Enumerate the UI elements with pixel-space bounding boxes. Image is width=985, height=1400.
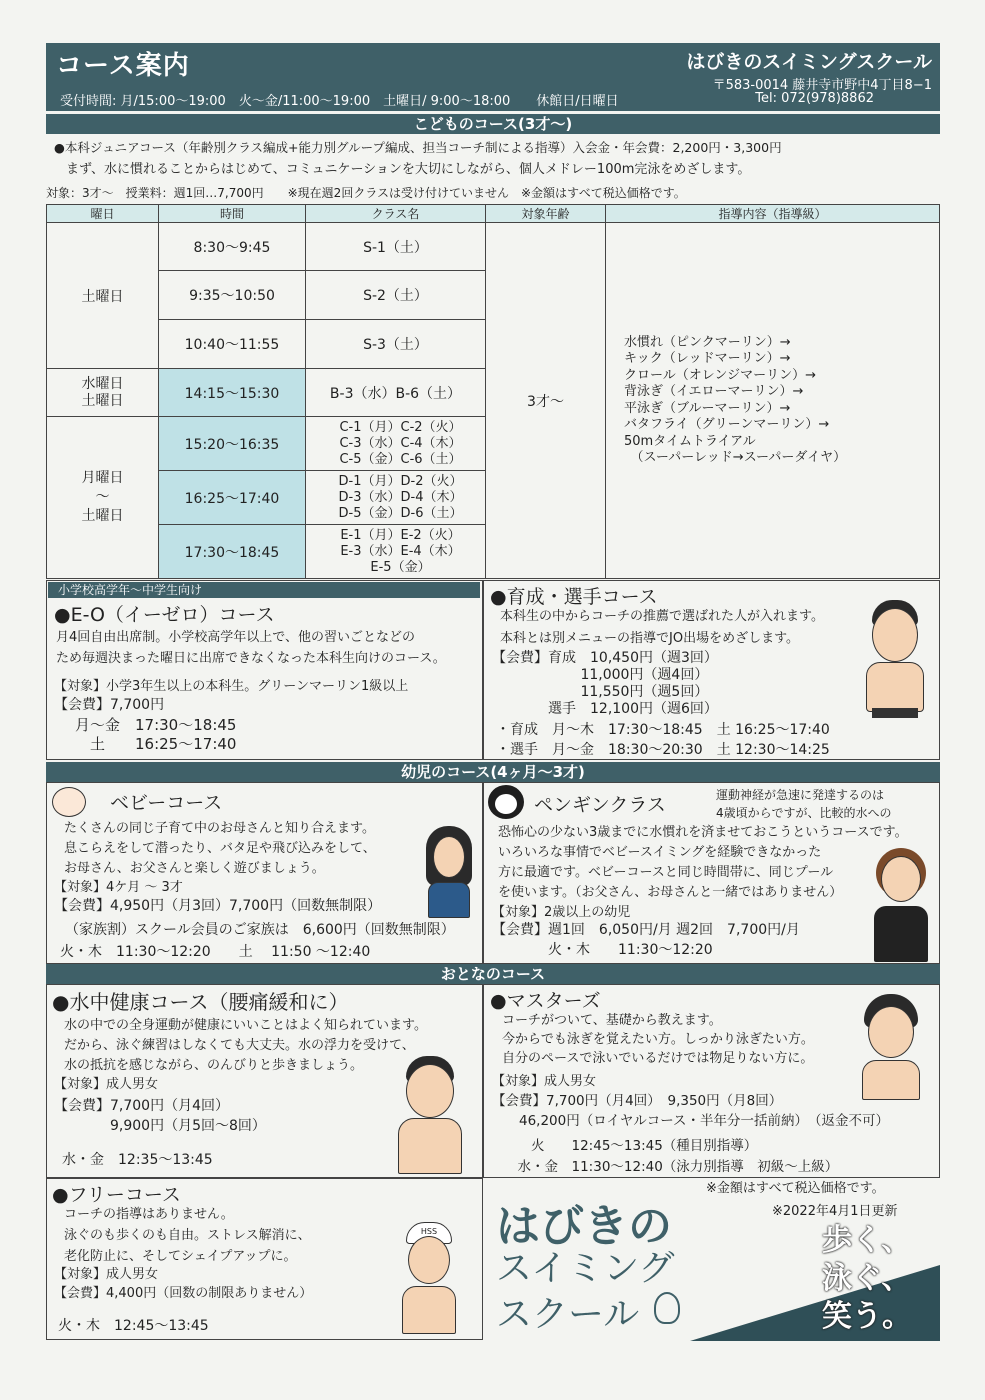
- e0-course-target: 【対象】小学3年生以上の本科生。グリーンマーリン1級以上: [54, 679, 409, 694]
- coach-illustration: [862, 600, 932, 720]
- masters-course-schedule: 火 12:45〜13:45（種目別指導） 水・金 11:30〜12:40（泳力別指導 初級〜上級）: [517, 1138, 839, 1175]
- penguin-class-note: 運動神経が急速に発達するのは 4歳頃からですが、比較的水への: [716, 788, 892, 820]
- penguin-class-desc: 恐怖心の少ない3歳までに水慣れを済ませておこうというコースです。 いろいろな事情でベビースイミングを経験できなかった 方に最適です。ベビーコースと同じ時間帯に、同じプール を使います。（お父さん、お母さんと一緒ではありません）: [498, 825, 908, 900]
- penguin-class-fee: 【会費】週1回 6,050円/月 週2回 7,700円/月: [492, 922, 800, 938]
- e0-course-desc: 月4回自由出席制。小学校高学年以上で、他の習いごとなどの ため毎週決まった曜日に出席できなくなった本科生向けのコース。: [56, 630, 446, 666]
- brand-line-2: スイミング: [496, 1248, 675, 1289]
- kids-course-band: こどものコース(3才〜): [46, 114, 940, 134]
- time-cell: 16:25〜17:40: [159, 471, 306, 525]
- class-cell: S-2（土）: [306, 271, 486, 320]
- penguin-class-schedule: 火・木 11:30〜12:20: [548, 942, 713, 958]
- telephone: Tel: 072(978)8862: [755, 91, 874, 106]
- age-cell: 3才〜: [486, 223, 606, 579]
- penguin-class-title: ペンギンクラス: [534, 794, 666, 816]
- masters-course-fee: 【会費】7,700円（月4回） 9,350円（月8回） 46,200円（ロイヤルコース・半年分一括前納） （返金不可）: [492, 1093, 890, 1129]
- slogan: 歩く、 泳ぐ、 笑う。: [822, 1223, 912, 1334]
- content-cell: 水慣れ（ピンクマーリン）→ キック（レッドマーリン）→ クロール（オレンジマーリン）→ 背泳ぎ（イエローマーリン）→ 平泳ぎ（ブルーマーリン）→ バタフライ（グリーンマーリン）→ 50mタイムトライアル （スーパーレッド→スーパーダイヤ）: [606, 223, 940, 579]
- health-course-desc: 水の中での全身運動が健康にいいことはよく知られています。 だから、泳ぐ練習はしなくても大丈夫。水の浮力を受けて、 水の抵抗を感じながら、のんびりと歩きましょう。: [64, 1018, 427, 1073]
- time-cell: 9:35〜10:50: [159, 271, 306, 320]
- junior-course-title: ●本科ジュニアコース（年齢別クラス編成+能力別グループ編成、担当コーチ制による指導）入会金・年会費：2,200円・3,300円: [54, 140, 782, 155]
- instructor-illustration: [872, 848, 930, 962]
- swimmer-illustration: [400, 1222, 458, 1334]
- update-note: ※2022年4月1日更新: [772, 1204, 898, 1219]
- man-illustration: [392, 1056, 464, 1174]
- class-cell: S-3（土）: [306, 320, 486, 369]
- baby-icon: [52, 787, 86, 817]
- address: 〒583-0014 藤井寺市野中4丁目8−1: [712, 78, 932, 93]
- baby-course-desc: たくさんの同じ子育て中のお母さんと知り合えます。 息こらえをして潜ったり、バタ足や飛び込みをして、 お母さん、お父さんと楽しく遊びましょう。: [64, 821, 376, 876]
- masters-course-target: 【対象】成人男女: [492, 1074, 597, 1089]
- class-cell: E-1（月）E-2（火） E-3（水）E-4（木） E-5（金）: [306, 525, 486, 579]
- page-title: コース案内: [56, 51, 190, 81]
- masters-coach-illustration: [860, 994, 922, 1100]
- class-cell: D-1（月）D-2（火） D-3（水）D-4（木） D-5（金）D-6（土）: [306, 471, 486, 525]
- junior-course-target: 対象：3才〜 授業料：週1回…7,700円 ※現在週2回クラスは受け付けていません ※金額はすべて税込価格です。: [46, 186, 686, 200]
- col-header-day: 曜日: [47, 205, 159, 223]
- penguin-class-target: 【対象】2歳以上の幼児: [492, 905, 631, 920]
- col-header-time: 時間: [159, 205, 306, 223]
- duck-icon: [654, 1292, 680, 1324]
- e0-target-tag: 小学校高学年〜中学生向け: [48, 582, 480, 598]
- swim-cap: HSS: [406, 1222, 452, 1244]
- col-header-class: クラス名: [306, 205, 486, 223]
- day-cell: 水曜日 土曜日: [47, 369, 159, 417]
- free-course-schedule: 火・木 12:45〜13:45: [58, 1318, 209, 1334]
- time-cell: 17:30〜18:45: [159, 525, 306, 579]
- col-header-age: 対象年齢: [486, 205, 606, 223]
- mother-illustration: [424, 826, 476, 918]
- health-course-fee: 【会費】7,700円（月4回） 9,900円（月5回〜8回）: [54, 1098, 266, 1134]
- free-course-title: ●フリーコース: [52, 1184, 181, 1206]
- health-course-schedule: 水・金 12:35〜13:45: [62, 1152, 213, 1168]
- masters-course-title: ●マスターズ: [490, 990, 601, 1012]
- free-course-desc: コーチの指導はありません。 泳ぐのも歩くのも自由。ストレス解消に、 老化防止に、そしてシェイプアップに。: [64, 1207, 311, 1264]
- header-bar: [46, 43, 940, 111]
- baby-course-target: 【対象】4ケ月 〜 3才: [54, 880, 183, 895]
- time-cell: 10:40〜11:55: [159, 320, 306, 369]
- school-logo: はびきのスイミングスクール: [686, 51, 932, 73]
- free-course-target: 【対象】成人男女: [54, 1267, 159, 1282]
- time-cell: 14:15〜15:30: [159, 369, 306, 417]
- day-cell: 月曜日 〜 土曜日: [47, 417, 159, 579]
- class-cell: B-3（水）B-6（土）: [306, 369, 486, 417]
- elite-course-fee: 【会費】育成 10,450円（週3回） 11,000円（週4回） 11,550円（週5回） 選手 12,100円（週6回）: [492, 650, 718, 717]
- e0-course-schedule: 月〜金 17:30〜18:45 土 16:25〜17:40: [75, 716, 237, 753]
- brand-line-1: はびきの: [496, 1201, 672, 1252]
- class-cell: S-1（土）: [306, 223, 486, 271]
- free-course-fee: 【会費】4,400円（回数の制限ありません）: [54, 1286, 313, 1301]
- elite-course-desc: 本科生の中からコーチの推薦で選ばれた人が入れます。 本科とは別メニューの指導でJO出場をめざします。: [500, 609, 824, 646]
- day-cell: 土曜日: [47, 223, 159, 369]
- health-course-title: ●水中健康コース（腰痛緩和に）: [52, 990, 349, 1014]
- adult-course-band: おとなのコース: [46, 964, 940, 984]
- tax-note: ※金額はすべて税込価格です。: [706, 1181, 885, 1196]
- masters-course-desc: コーチがついて、基礎から教えます。 今からでも泳ぎを覚えたい方。しっかり泳ぎたい方。 自分のペースで泳いでいるだけでは物足りない方に。: [502, 1013, 814, 1066]
- e0-course-title: ●E-O（イーゼロ）コース: [54, 604, 275, 626]
- junior-course-desc: まず、水に慣れることからはじめて、コミュニケーションを大切にしながら、個人メドレー100m完泳をめざします。: [66, 162, 751, 177]
- baby-course-fee: 【会費】4,950円（月3回）7,700円（回数無制限）: [54, 898, 382, 914]
- e0-course-fee: 【会費】7,700円: [54, 697, 165, 713]
- time-cell: 15:20〜16:35: [159, 417, 306, 471]
- col-header-content: 指導内容（指導級）: [606, 205, 940, 223]
- reception-hours: 受付時間: 月/15:00〜19:00 火〜金/11:00〜19:00 土曜日/ 9:00〜18:00 休館日/日曜日: [60, 94, 619, 109]
- class-cell: C-1（月）C-2（火） C-3（水）C-4（木） C-5（金）C-6（土）: [306, 417, 486, 471]
- baby-course-schedule: 火・木 11:30〜12:20 土 11:50 〜12:40: [60, 944, 371, 960]
- infant-course-band: 幼児のコース(4ヶ月〜3才): [46, 762, 940, 782]
- health-course-target: 【対象】成人男女: [54, 1077, 159, 1092]
- brand-line-3: スクール: [496, 1294, 640, 1335]
- penguin-icon: [488, 785, 524, 819]
- elite-course-title: ●育成・選手コース: [490, 586, 658, 608]
- time-cell: 8:30〜9:45: [159, 223, 306, 271]
- elite-course-schedule: ・育成 月〜木 17:30〜18:45 土 16:25〜17:40 ・選手 月〜金 18:30〜20:30 土 12:30〜14:25: [496, 722, 830, 758]
- baby-course-family-discount: （家族割）スクール会員のご家族は 6,600円（回数無制限）: [58, 922, 455, 938]
- baby-course-title: ベビーコース: [110, 792, 223, 814]
- schedule-table: [46, 204, 940, 579]
